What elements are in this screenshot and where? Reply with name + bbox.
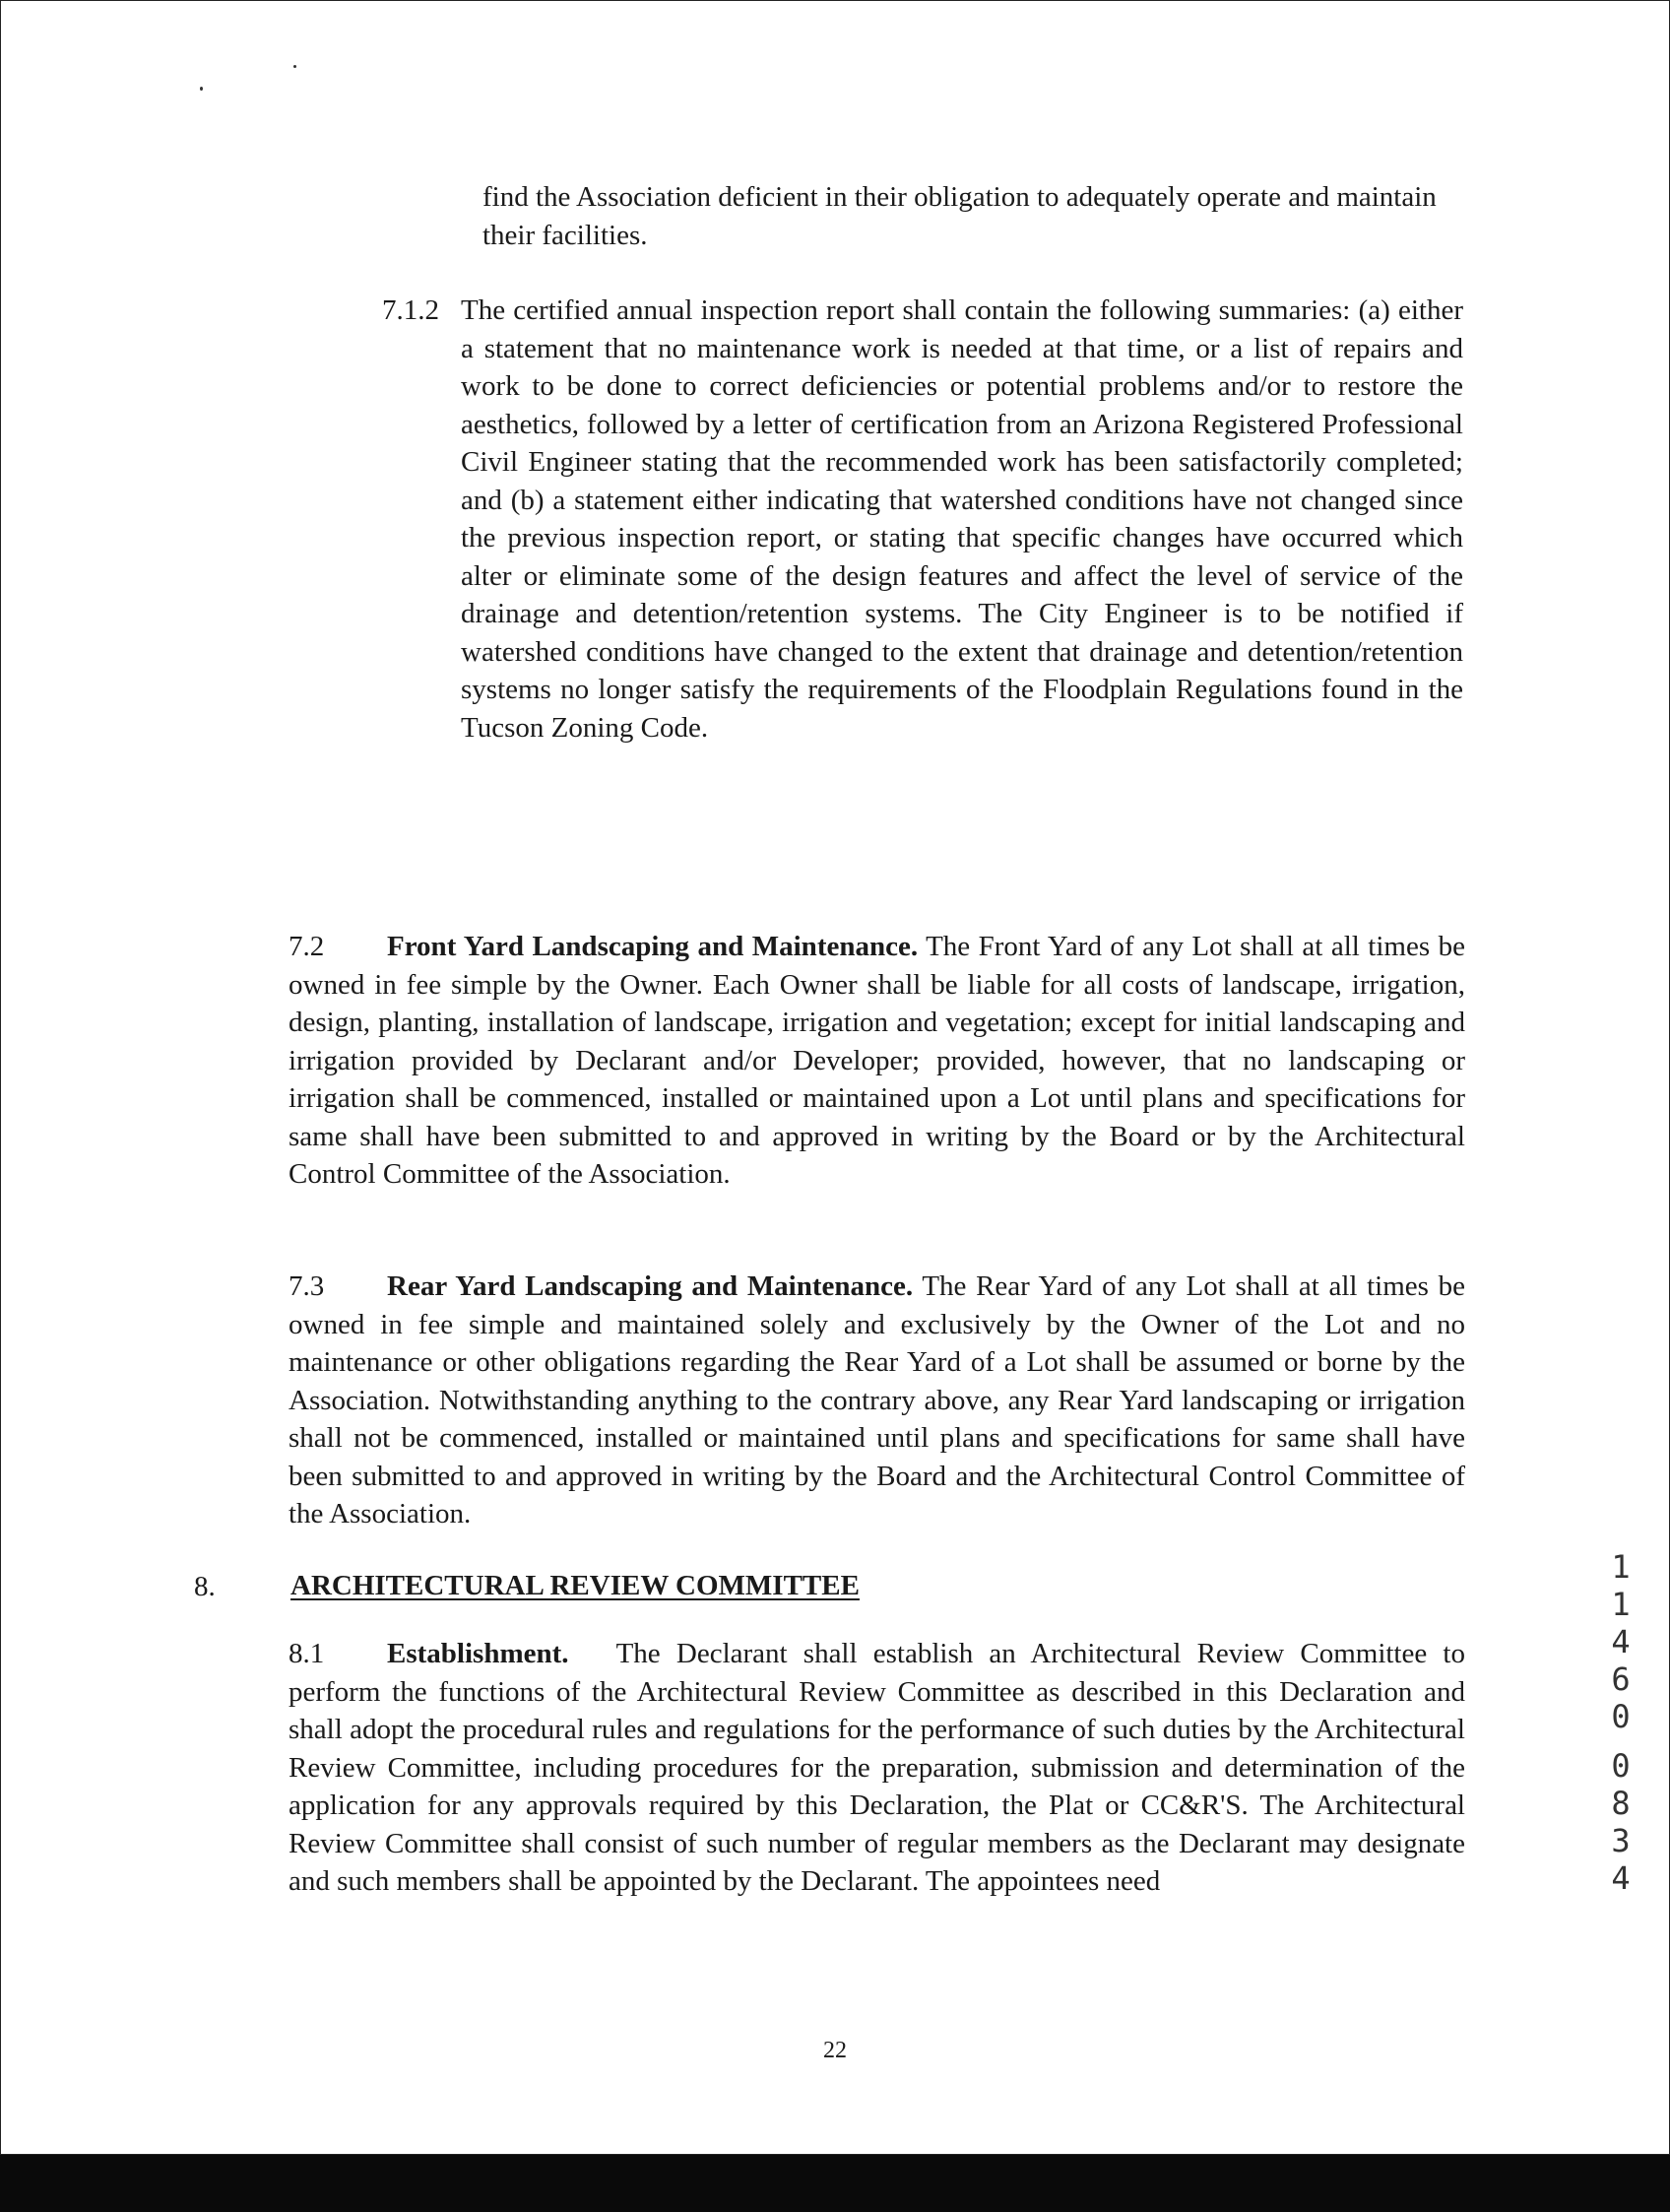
section-7-1-2-number: 7.1.2 <box>382 294 439 326</box>
section-8-1-body: The Declarant shall establish an Architectural Review Committee to perform the functions of the Architectural Review Committee as described in this Declaration and shall adopt the procedural rules and regulations for the performance of such duties by the Architectural Review Committee, including procedures for the preparation, submission and determination of the application for any approvals required by this Declaration, the Plat or CC&R'S. The Architectural Review Committee shall consist of such number of regular members as the Declarant may designate and such members shall be appointed by the Declarant. The appointees need <box>289 1638 1465 1897</box>
stamp-digit: 8 <box>1611 1785 1631 1822</box>
stamp-digit: 1 <box>1611 1548 1631 1586</box>
section-7-3-title: Rear Yard Landscaping and Maintenance. <box>387 1270 914 1302</box>
section-8-number: 8. <box>194 1571 216 1602</box>
section-8-heading: ARCHITECTURAL REVIEW COMMITTEE <box>290 1570 860 1601</box>
section-8-1-number: 8.1 <box>289 1638 325 1669</box>
scan-speck <box>293 65 296 68</box>
section-7-1-2-body: The certified annual inspection report shall contain the following summaries: (a) either a statement that no maintenance work is needed at that time, or a list of repairs and work to be done to correct deficiencies or potential problems and/or to restore the aesthetics, followed by a letter of certification from an Arizona Registered Professional Civil Engineer stating that the recommended work has been satisfactorily completed; and (b) a statement either indicating that watershed conditions have not changed since the previous inspection report, or stating that specific changes have occurred which alter or eliminate some of the design features and affect the level of service of the drainage and detention/retention systems. The City Engineer is to be notified if watershed conditions have changed to the extent that drainage and detention/retention systems no longer satisfy the requirements of the Floodplain Regulations found in the Tucson Zoning Code. <box>461 294 1463 744</box>
recording-stamp-top <box>1601 1548 1640 1735</box>
section-7-2-number: 7.2 <box>289 931 325 962</box>
section-7-2-title: Front Yard Landscaping and Maintenance. <box>387 931 919 962</box>
stamp-digit: 4 <box>1611 1859 1631 1897</box>
section-7-3-body: The Rear Yard of any Lot shall at all times be owned in fee simple and maintained solely and exclusively by the Owner of the Lot and no maintenance or other obligations regarding the Rear Yard of a Lot shall be assumed or borne by the Association. Notwithstanding anything to the contrary above, any Rear Yard landscaping or irrigation shall not be commenced, installed or maintained until plans and specifications for same shall have been submitted to and approved in writing by the Board and the Architectural Control Committee of the Association. <box>289 1270 1465 1529</box>
continuation-text: find the Association deficient in their obligation to adequately operate and maintain their facilities. <box>482 181 1437 251</box>
scan-bottom-edge <box>0 2155 1670 2212</box>
scan-speck <box>200 87 203 91</box>
section-7-2 <box>289 928 1465 1194</box>
stamp-digit: 0 <box>1611 1698 1631 1735</box>
stamp-digit: 4 <box>1611 1623 1631 1660</box>
section-8-1 <box>289 1635 1465 1901</box>
section-7-1-2-text <box>461 292 1463 747</box>
stamp-digit: 3 <box>1611 1822 1631 1859</box>
page-number: 22 <box>823 2038 847 2063</box>
section-7-2-body: The Front Yard of any Lot shall at all times be owned in fee simple by the Owner. Each Owner shall be liable for all costs of landscape, irrigation, design, planting, installation of landscape, irrigation and vegetation; except for initial landscaping and irrigation provided by Declarant and/or Developer; provided, however, that no landscaping or irrigation shall be commenced, installed or maintained upon a Lot until plans and specifications for same shall have been submitted to and approved in writing by the Board or by the Architectural Control Committee of the Association. <box>289 931 1465 1190</box>
recording-stamp-bottom <box>1601 1747 1640 1897</box>
stamp-digit: 6 <box>1611 1660 1631 1698</box>
section-8-1-title: Establishment. <box>387 1638 569 1669</box>
stamp-digit: 0 <box>1611 1747 1631 1785</box>
section-7-3 <box>289 1268 1465 1533</box>
continuation-paragraph <box>482 178 1463 254</box>
stamp-digit: 1 <box>1611 1586 1631 1623</box>
section-7-3-number: 7.3 <box>289 1270 325 1302</box>
